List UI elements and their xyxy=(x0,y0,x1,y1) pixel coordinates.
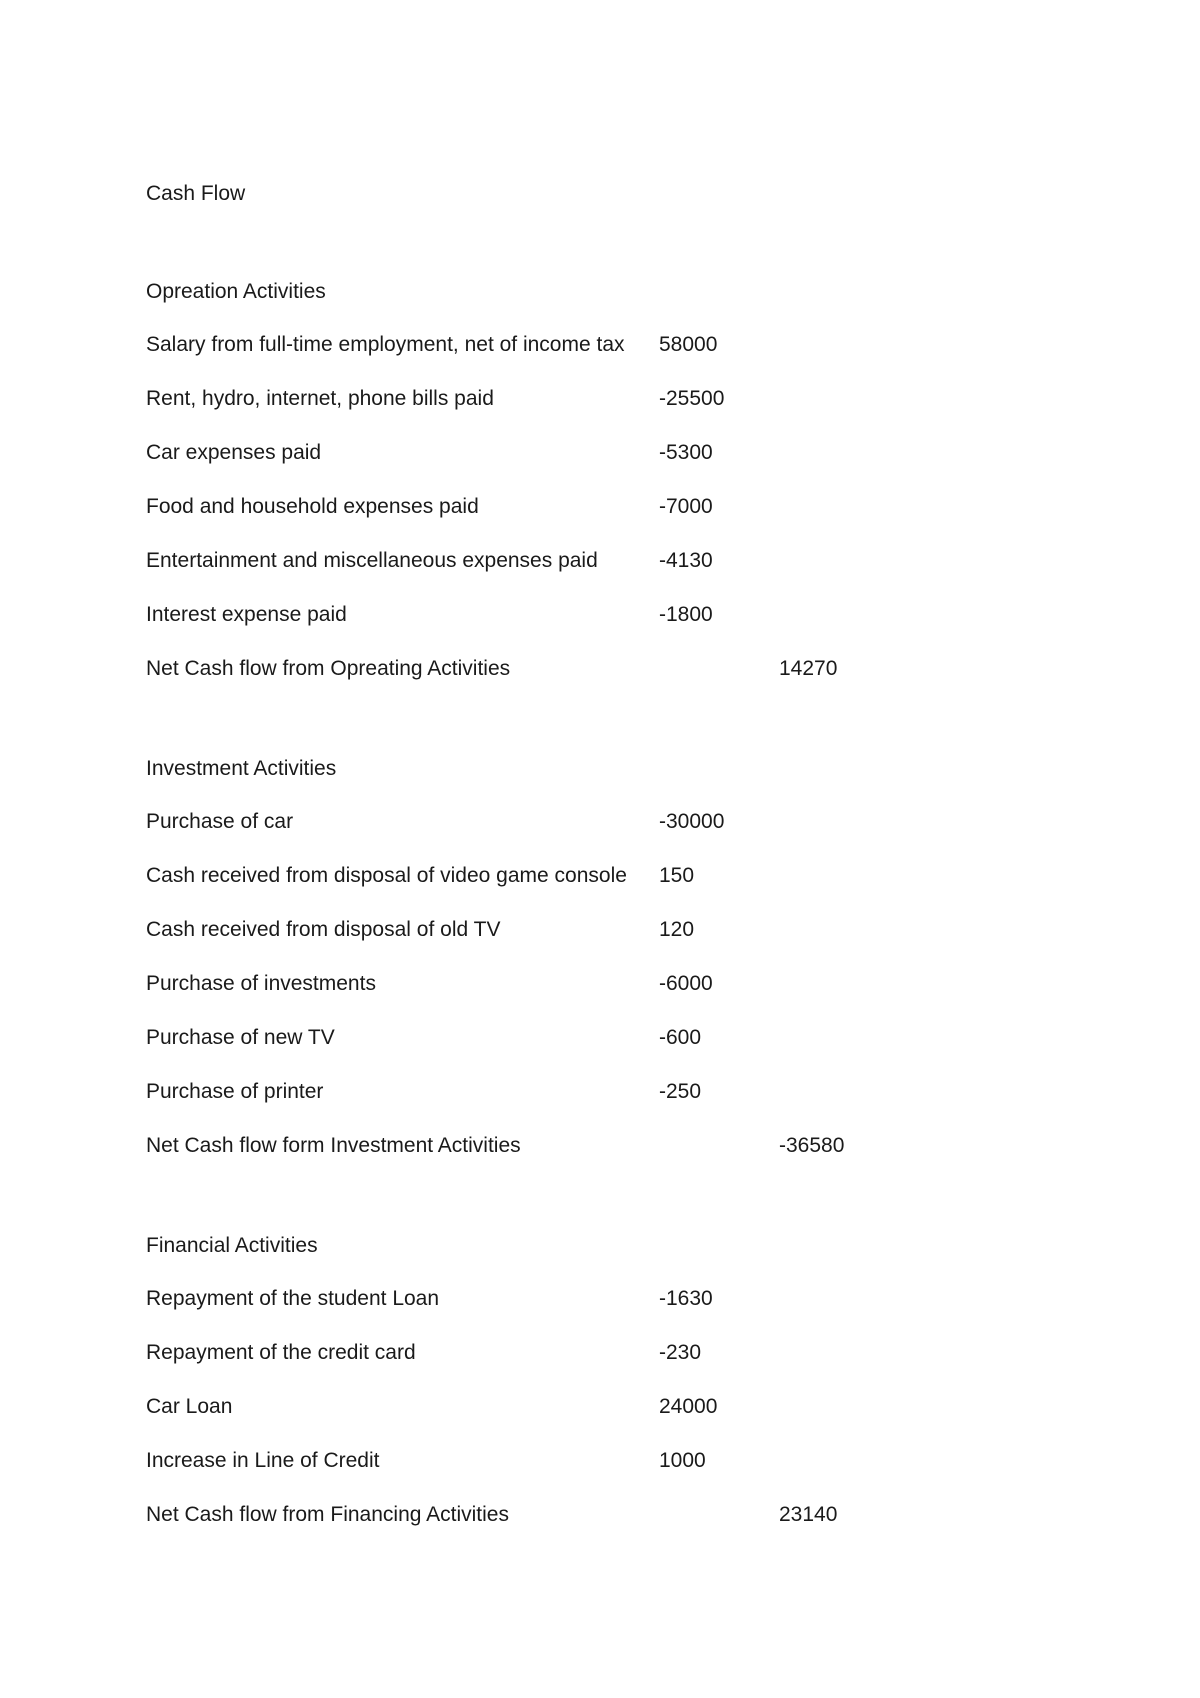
row-amount: -250 xyxy=(659,1080,702,1103)
row-total: 14270 xyxy=(779,657,838,680)
row-amount: -5300 xyxy=(659,441,713,464)
row-amount: -25500 xyxy=(659,387,725,410)
row-label: Cash received from disposal of video game console xyxy=(146,864,627,887)
row-label: Salary from full-time employment, net of income tax xyxy=(146,333,625,356)
table-row xyxy=(146,807,1046,836)
row-label: Purchase of car xyxy=(146,810,294,833)
row-label: Purchase of printer xyxy=(146,1080,324,1103)
section-heading: Opreation Activities xyxy=(146,280,326,303)
net-total-row xyxy=(146,654,1046,683)
table-row xyxy=(146,438,1046,467)
section-investment-activities xyxy=(146,757,1046,1160)
row-label: Increase in Line of Credit xyxy=(146,1449,380,1472)
row-amount: 1000 xyxy=(659,1449,706,1472)
row-amount: 120 xyxy=(659,918,695,941)
document-title: Cash Flow xyxy=(146,182,246,205)
table-row xyxy=(146,492,1046,521)
row-label: Interest expense paid xyxy=(146,603,347,626)
row-label: Car Loan xyxy=(146,1395,233,1418)
table-row xyxy=(146,969,1046,998)
row-amount: -600 xyxy=(659,1026,702,1049)
document-page xyxy=(146,182,1046,1529)
row-amount: -30000 xyxy=(659,810,725,833)
row-label: Net Cash flow from Opreating Activities xyxy=(146,657,511,680)
table-row xyxy=(146,1023,1046,1052)
table-row xyxy=(146,1446,1046,1475)
section-heading: Investment Activities xyxy=(146,757,337,780)
row-label: Cash received from disposal of old TV xyxy=(146,918,501,941)
row-label: Food and household expenses paid xyxy=(146,495,479,518)
net-total-row xyxy=(146,1500,1046,1529)
row-label: Repayment of the credit card xyxy=(146,1341,416,1364)
table-row xyxy=(146,330,1046,359)
table-row xyxy=(146,384,1046,413)
row-label: Purchase of new TV xyxy=(146,1026,335,1049)
row-label: Repayment of the student Loan xyxy=(146,1287,440,1310)
row-label: Purchase of investments xyxy=(146,972,376,995)
row-amount: 150 xyxy=(659,864,695,887)
row-label: Rent, hydro, internet, phone bills paid xyxy=(146,387,494,410)
table-row xyxy=(146,1284,1046,1313)
row-amount: 24000 xyxy=(659,1395,718,1418)
row-label: Car expenses paid xyxy=(146,441,322,464)
table-row xyxy=(146,861,1046,890)
row-amount: -4130 xyxy=(659,549,713,572)
table-row xyxy=(146,546,1046,575)
row-amount: -1630 xyxy=(659,1287,713,1310)
table-row xyxy=(146,1392,1046,1421)
section-operation-activities xyxy=(146,280,1046,683)
section-financial-activities xyxy=(146,1234,1046,1529)
row-label: Net Cash flow form Investment Activities xyxy=(146,1134,521,1157)
row-amount: -7000 xyxy=(659,495,713,518)
row-amount: -1800 xyxy=(659,603,713,626)
row-amount: 58000 xyxy=(659,333,718,356)
table-row xyxy=(146,1077,1046,1106)
net-total-row xyxy=(146,1131,1046,1160)
row-amount: -230 xyxy=(659,1341,702,1364)
row-label: Entertainment and miscellaneous expenses paid xyxy=(146,549,598,572)
row-label: Net Cash flow from Financing Activities xyxy=(146,1503,509,1526)
row-total: 23140 xyxy=(779,1503,838,1526)
row-total: -36580 xyxy=(779,1134,845,1157)
table-row xyxy=(146,1338,1046,1367)
table-row xyxy=(146,915,1046,944)
section-heading: Financial Activities xyxy=(146,1234,318,1257)
row-amount: -6000 xyxy=(659,972,713,995)
table-row xyxy=(146,600,1046,629)
